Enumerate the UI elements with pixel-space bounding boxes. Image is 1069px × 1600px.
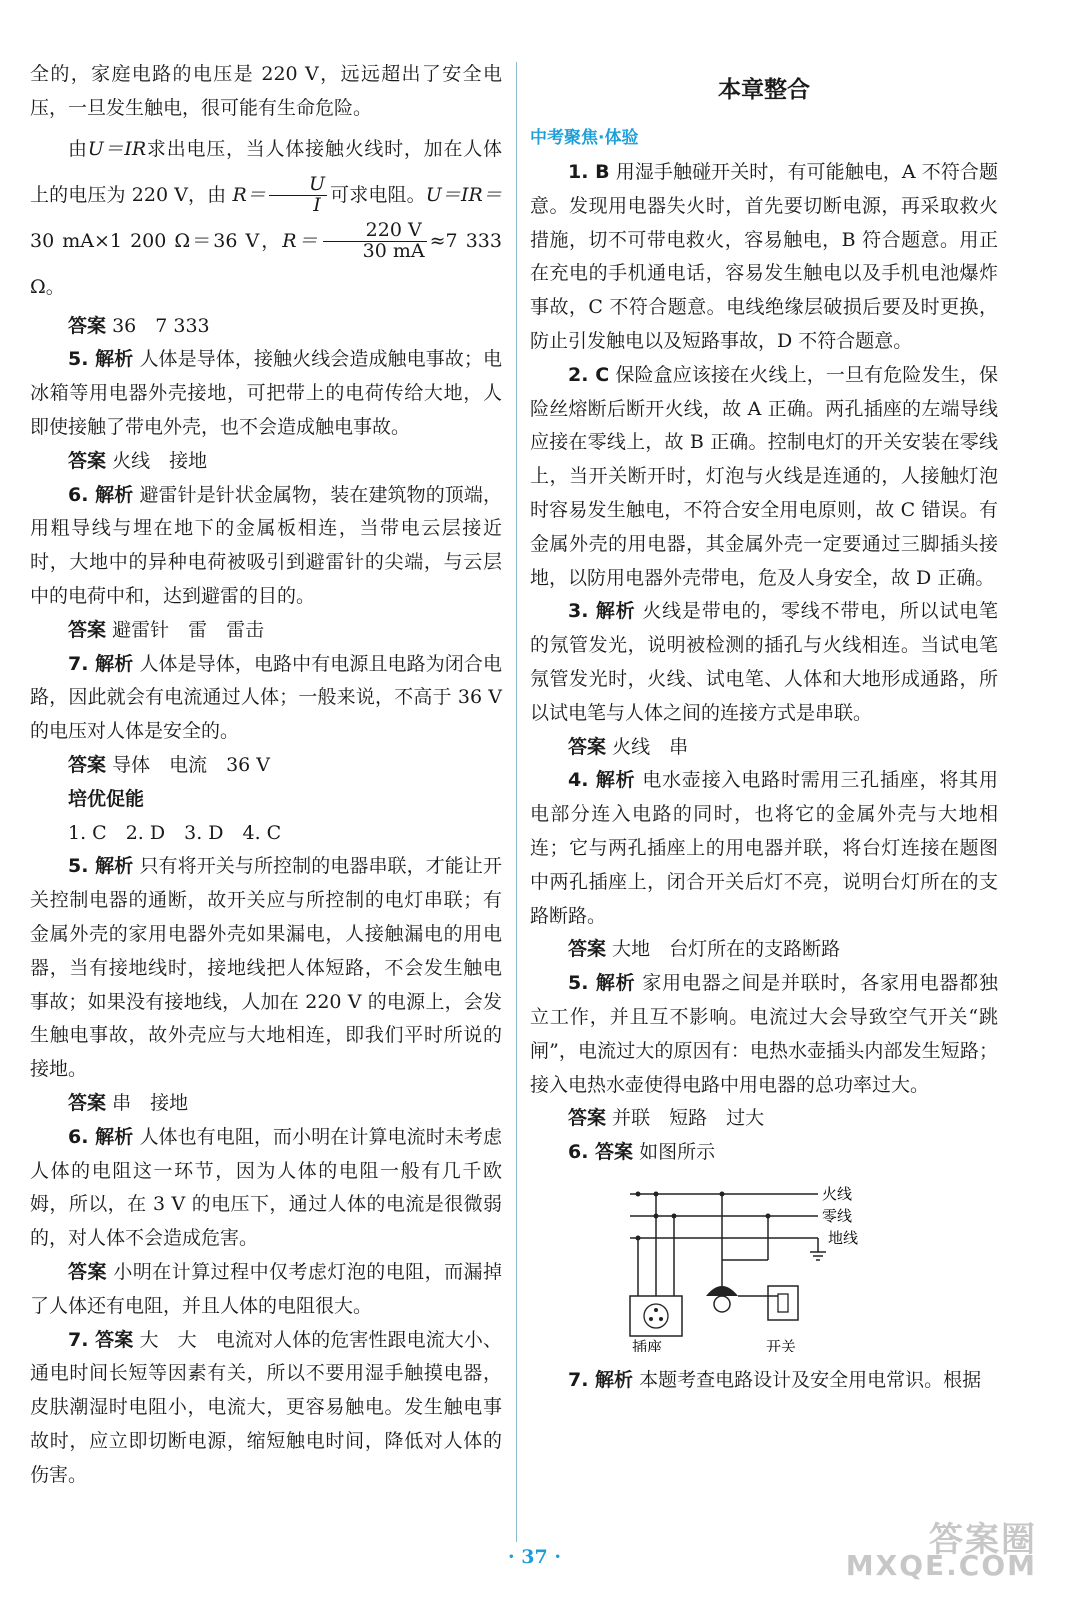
r3-answer: 答案 火线 串 — [568, 735, 689, 758]
calc-paragraph: 由U＝IR求出电压，当人体接触火线时，加在人体上的电压为 220 V，由 R＝ $\frac{U}{I}$ 可求电阻。U＝IR＝ 30 mA×1 200 Ω＝36 V，R＝ $\frac{220 V}{30 mA}$ ≈7 333 Ω。 — [30, 137, 502, 298]
chapter-title: 本章整合 — [718, 77, 810, 103]
answer-calc: 答案 36 7 333 — [68, 314, 210, 337]
r3-analysis: 3. 解析 火线是带电的，零线不带电，所以试电笔的氖管发光，说明被检测的插孔与火线相连。当试电笔氖管发光时，火线、试电笔、人体和大地形成通路，所以试电笔与人体之间的连接方式是串联。 — [530, 600, 998, 724]
live-wire-label: 火线 — [822, 1184, 853, 1203]
r5-analysis: 5. 解析 家用电器之间是并联时，各家用电器都独立工作，并且互不影响。电流过大会导致空气开关“跳闸”，电流过大的原因有：电热水壶插头内部发生短路；接入电热水壶使得电路中用电器的总功率过大。 — [530, 972, 998, 1096]
socket-label: 插座 — [632, 1337, 663, 1352]
right-column — [530, 58, 998, 1398]
switch-label: 开关 — [766, 1337, 797, 1352]
ground-wire-label: 地线 — [828, 1228, 859, 1247]
left-column — [30, 58, 502, 1492]
p7-answer: 7. 答案 大 大 电流对人体的危害性跟电流大小、通电时间长短等因素有关，所以不要用湿手触摸电器，皮肤潮湿时电阻小，电流大，更容易触电。发生触电事故时，应立即切断电源，缩短触电时间，降低对人体的伤害。 — [30, 1328, 502, 1486]
fraction-u-over-i: $\frac{U}{I}$ — [269, 175, 327, 216]
q5-analysis: 5. 解析 人体是导体，接触火线会造成触电事故；电冰箱等用电器外壳接地，可把带上的电荷传给大地，人即使接触了带电外壳，也不会造成触电事故。 — [30, 348, 502, 438]
section-label: 中考聚焦·体验 — [530, 128, 639, 148]
r4-analysis: 4. 解析 电水壶接入电路时需用三孔插座，将其用电部分连入电路的同时，也将它的金属外壳与大地相连；它与两孔插座上的用电器并联，将台灯连接在题图中两孔插座上，闭合开关后灯不亮，说明台灯所在的支路断路。 — [530, 769, 998, 927]
p6-answer: 答案 小明在计算过程中仅考虑灯泡的电阻，而漏掉了人体还有电阻，并且人体的电阻很大。 — [30, 1260, 502, 1317]
q5-answer: 答案 火线 接地 — [68, 449, 208, 472]
switch-box — [768, 1286, 798, 1320]
r6-answer: 6. 答案 如图所示 — [568, 1141, 716, 1164]
watermark: 答案圈 MXQE.COM — [845, 1520, 1037, 1582]
r2-solution: 2. C 保险盒应该接在火线上，一旦有危险发生，保险丝熔断后断开火线，故 A 正确。两孔插座的左端导线应接在零线上，故 B 正确。控制电灯的开关安装在零线上，当开关断开时，灯泡与火线是连通的，人接触灯泡时容易发生触电，不符合安全用电原则，故 C 错误。有金属外壳的用电器，其金属外壳一定要通过三脚插头接地，以防用电器外壳带电，危及人身安全，故 D 正确。 — [530, 363, 998, 589]
page-number: · 37 · — [508, 1546, 561, 1568]
p5-answer: 答案 串 接地 — [68, 1091, 189, 1114]
r1-solution: 1. B 用湿手触碰开关时，有可能触电，A 不符合题意。发现用电器失火时，首先要切断电源，再采取救火措施，切不可带电救火，容易触电，B 符合题意。用正在充电的手机通电话，容易发生触电以及手机电池爆炸事故，C 不符合题意。电线绝缘层破损后要及时更换，防止引发触电以及短路事故，D 不符合题意。 — [530, 161, 998, 352]
column-divider — [516, 62, 517, 1542]
peiyou-mc-answers: 1. C 2. D 3. D 4. C — [68, 821, 282, 844]
q7-answer: 答案 导体 电流 36 V — [68, 753, 271, 776]
peiyou-heading: 培优促能 — [68, 787, 145, 810]
p5-analysis: 5. 解析 只有将开关与所控制的电器串联，才能让开关控制电器的通断，故开关应与所控制的电灯串联；有金属外壳的家用电器外壳如果漏电，人接触漏电的用电器，当有接地线时，接地线把人体短路，不会发生触电事故；如果没有接地线，人加在 220 V 的电源上，会发生触电事故，故外壳应与大地相连，即我们平时所说的接地。 — [30, 855, 502, 1081]
q7-analysis: 7. 解析 人体是导体，电路中有电源且电路为闭合电路，因此就会有电流通过人体；一般来说，不高于 36 V 的电压对人体是安全的。 — [30, 652, 502, 743]
intro-text: 全的，家庭电路的电压是 220 V，远远超出了安全电压，一旦发生触电，很可能有生命危险。 — [30, 63, 502, 119]
q6-analysis: 6. 解析 避雷针是针状金属物，装在建筑物的顶端，用粗导线与埋在地下的金属板相连，当带电云层接近时，大地中的异种电荷被吸引到避雷针的尖端，与云层中的电荷中和，达到避雷的目的。 — [30, 483, 502, 607]
neutral-wire-label: 零线 — [822, 1206, 853, 1225]
fraction-resistance: $\frac{220 V}{30 mA}$ — [323, 221, 427, 262]
q6-answer: 答案 避雷针 雷 雷击 — [68, 618, 265, 641]
lamp-icon — [706, 1286, 738, 1296]
p6-analysis: 6. 解析 人体也有电阻，而小明在计算电流时未考虑人体的电阻这一环节，因为人体的电阻一般有几千欧姆，所以，在 3 V 的电压下，通过人体的电流是很微弱的，对人体不会造成危害。 — [30, 1125, 502, 1250]
r4-answer: 答案 大地 台灯所在的支路断路 — [568, 938, 841, 961]
r7-analysis: 7. 解析 本题考查电路设计及安全用电常识。根据 — [568, 1368, 982, 1391]
r5-answer: 答案 并联 短路 过大 — [568, 1107, 765, 1130]
socket-box — [630, 1296, 682, 1336]
circuit-diagram — [618, 1176, 908, 1352]
